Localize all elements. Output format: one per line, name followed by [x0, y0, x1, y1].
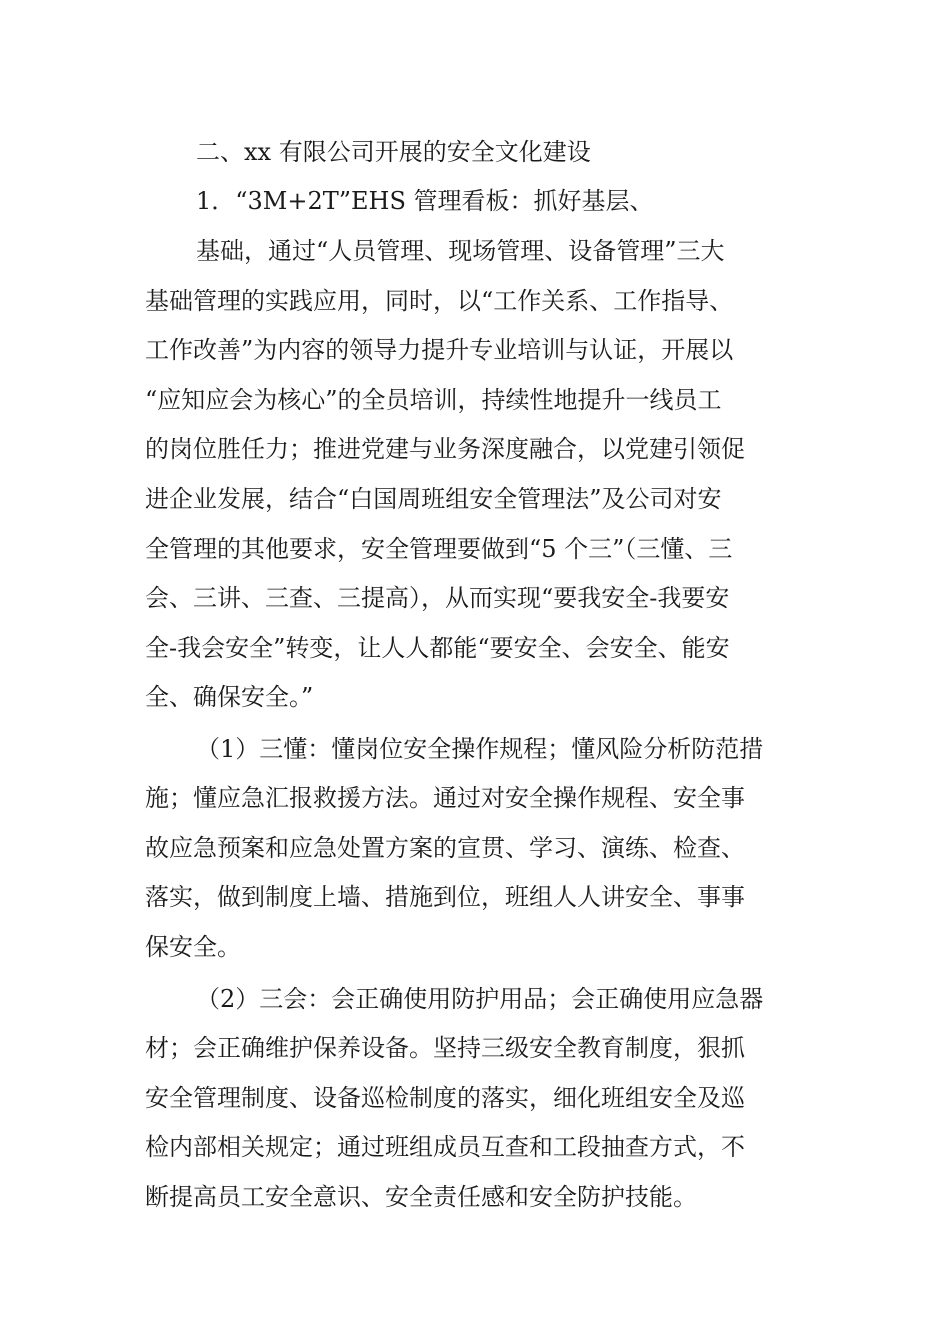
section-heading: 二、xx 有限公司开展的安全文化建设 [196, 138, 591, 166]
paragraph-2-line: 保安全。 [145, 933, 241, 961]
paragraph-3-line: 检内部相关规定；通过班组成员互查和工段抽查方式，不 [145, 1133, 745, 1161]
paragraph-2-line: （1）三懂：懂岗位安全操作规程；懂风险分析防范措 [196, 735, 764, 763]
paragraph-1-line: “应知应会为核心”的全员培训，持续性地提升一线员工 [145, 386, 722, 414]
paragraph-2-line: 落实，做到制度上墙、措施到位，班组人人讲安全、事事 [145, 883, 745, 911]
paragraph-3-line: 安全管理制度、设备巡检制度的落实，细化班组安全及巡 [145, 1084, 745, 1112]
paragraph-1-line: 工作改善”为内容的领导力提升专业培训与认证，开展以 [145, 336, 734, 364]
paragraph-2-line: 施；懂应急汇报救援方法。通过对安全操作规程、安全事 [145, 784, 745, 812]
paragraph-1-line: 全管理的其他要求，安全管理要做到“5 个三”（三懂、三 [145, 535, 733, 563]
paragraph-1-line: 全、确保安全。” [145, 683, 314, 711]
paragraph-2-line: 故应急预案和应急处置方案的宣贯、学习、演练、检查、 [145, 834, 745, 862]
paragraph-1-line: 基础管理的实践应用，同时，以“工作关系、工作指导、 [145, 287, 734, 315]
paragraph-1-line: 全-我会安全”转变，让人人都能“要安全、会安全、能安 [145, 634, 730, 662]
paragraph-3-line: （2）三会：会正确使用防护用品；会正确使用应急器 [196, 985, 764, 1013]
paragraph-1-line: 会、三讲、三查、三提高），从而实现“要我安全-我要安 [145, 584, 730, 612]
paragraph-3-line: 材；会正确维护保养设备。坚持三级安全教育制度，狠抓 [145, 1034, 745, 1062]
paragraph-1-line: 的岗位胜任力；推进党建与业务深度融合，以党建引领促 [145, 435, 745, 463]
paragraph-3-line: 断提高员工安全意识、安全责任感和安全防护技能。 [145, 1183, 697, 1211]
paragraph-1-line: 基础，通过“人员管理、现场管理、设备管理”三大 [196, 237, 725, 265]
paragraph-1-line: 进企业发展，结合“白国周班组安全管理法”及公司对安 [145, 485, 722, 513]
item-1-title: 1．“3M+2T”EHS 管理看板：抓好基层、 [196, 187, 654, 215]
